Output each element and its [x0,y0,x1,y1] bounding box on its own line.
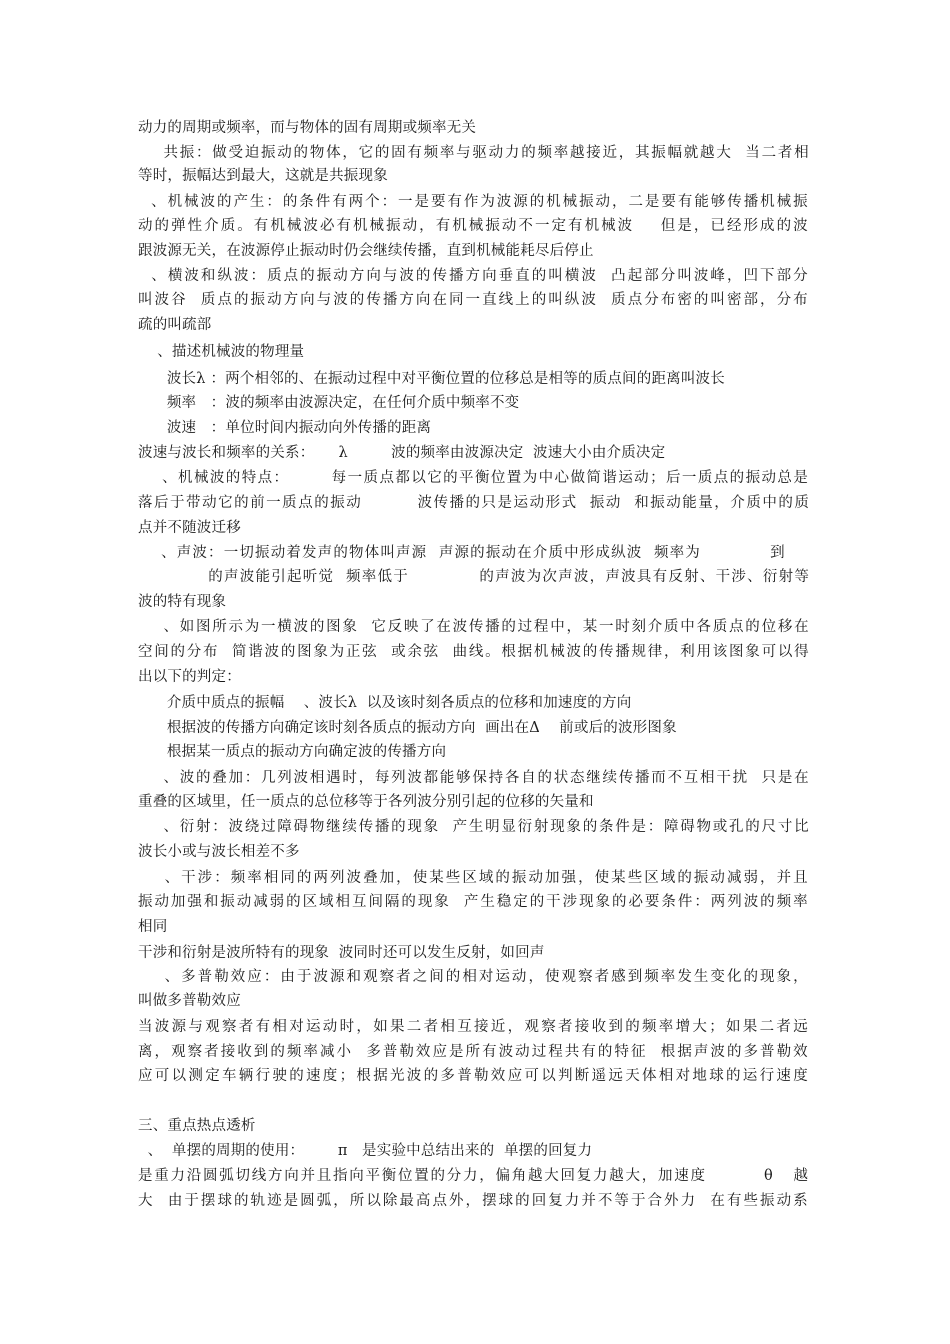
text-line: 叫波谷 质点的振动方向与波的传播方向在同一直线上的叫纵波 质点分布密的叫密部，分布 [138,292,810,308]
text-line: 疏的叫疏部 [138,317,212,333]
text-line: 三、重点热点透析 [138,1118,256,1134]
text-line: 当波源与观察者有相对运动时，如果二者相互接近，观察者接收到的频率增大；如果二者远 [138,1019,810,1035]
text-line: 叫做多普勒效应 [138,993,241,1009]
text-line: 波速与波长和频率的关系： λ 波的频率由波源决定 波速大小由介质决定 [138,445,666,461]
text-line: 的声波能引起听觉 频率低于 的声波为次声波，声波具有反射、干涉、衍射等 [138,569,811,585]
text-line: 根据某一质点的振动方向确定波的传播方向 [138,744,447,760]
text-line: 出以下的判定： [138,669,241,685]
text-line: 动力的周期或频率，而与物体的固有周期或频率无关 [138,120,477,136]
text-line: 、声波：一切振动着发声的物体叫声源 声源的振动在介质中形成纵波 频率为 到 [138,545,786,561]
text-line: 波速 ：单位时间内振动向外传播的距离 [138,420,432,436]
text-line: 空间的分布 简谐波的图象为正弦 或余弦 曲线。根据机械波的传播规律，利用该图象可以得 [138,644,811,660]
text-line: 、波的叠加：几列波相遇时，每列波都能够保持各自的状态继续传播而不互相干扰 只是在 [138,770,811,786]
text-line: 介质中质点的振幅 、波长λ 以及该时刻各质点的位移和加速度的方向 [138,695,632,711]
text-line: 波的特有现象 [138,594,227,610]
text-line: 、衍射：波绕过障碍物继续传播的现象 产生明显衍射现象的条件是：障碍物或孔的尺寸比 [138,819,811,835]
text-line: 应可以测定车辆行驶的速度；根据光波的多普勒效应可以判断遥远天体相对地球的运行速度 [138,1068,810,1084]
text-line: 频率 ：波的频率由波源决定，在任何介质中频率不变 [138,395,520,411]
text-line: 共振：做受迫振动的物体，它的固有频率与驱动力的频率越接近，其振幅就越大 当二者相 [138,145,811,161]
text-line: 大 由于摆球的轨迹是圆弧，所以除最高点外，摆球的回复力并不等于合外力 在有些振动系 [138,1193,810,1209]
text-line: 、横波和纵波：质点的振动方向与波的传播方向垂直的叫横波 凸起部分叫波峰，凹下部分 [138,268,810,284]
text-line: 等时，振幅达到最大，这就是共振现象 [138,168,388,184]
text-line: 、如图所示为一横波的图象 它反映了在波传播的过程中，某一时刻介质中各质点的位移在 [138,619,811,635]
text-line: 落后于带动它的前一质点的振动 波传播的只是运动形式 振动 和振动能量，介质中的质 [138,495,811,511]
text-line: 、干涉：频率相同的两列波叠加，使某些区域的振动加强，使某些区域的振动减弱，并且 [138,870,810,886]
text-line: 振动加强和振动减弱的区域相互间隔的现象 产生稳定的干涉现象的必要条件：两列波的频率 [138,894,810,910]
text-line: 相同 [138,919,168,935]
text-line: 跟波源无关，在波源停止振动时仍会继续传播，直到机械能耗尽后停止 [138,243,594,259]
text-line: 点并不随波迁移 [138,520,241,536]
text-line: 、多普勒效应：由于波源和观察者之间的相对运动，使观察者感到频率发生变化的现象， [138,969,810,985]
text-line: 、 单摆的周期的使用： π 是实验中总结出来的 单摆的回复力 [138,1143,593,1159]
text-line: 干涉和衍射是波所特有的现象 波同时还可以发生反射，如回声 [138,945,545,961]
text-line: 是重力沿圆弧切线方向并且指向平衡位置的分力，偏角越大回复力越大，加速度 θ 越 [138,1168,810,1184]
text-line: 、描述机械波的物理量 [138,344,305,360]
text-line: 重叠的区域里，任一质点的总位移等于各列波分别引起的位移的矢量和 [138,794,594,810]
text-line: 、机械波的特点： 每一质点都以它的平衡位置为中心做简谐运动；后一质点的振动总是 [138,470,810,486]
text-line: 波长小或与波长相差不多 [138,844,300,860]
text-line: 波长λ ：两个相邻的、在振动过程中对平衡位置的位移总是相等的质点间的距离叫波长 [138,371,725,387]
text-line: 、机械波的产生：的条件有两个：一是要有作为波源的机械振动，二是要有能够传播机械振 [138,194,810,210]
text-line: 离，观察者接收到的频率减小 多普勒效应是所有波动过程共有的特征 根据声波的多普勒效 [138,1044,810,1060]
text-line: 动的弹性介质。有机械波必有机械振动，有机械振动不一定有机械波 但是，已经形成的波 [138,218,810,234]
text-line: 根据波的传播方向确定该时刻各质点的振动方向 画出在Δ 前或后的波形图象 [138,720,677,736]
